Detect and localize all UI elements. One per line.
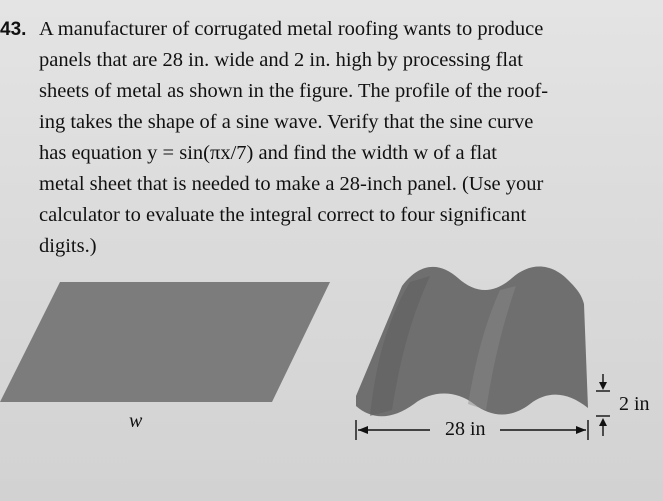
panel-width-label: 28 in [445, 418, 486, 440]
problem-line-5: has equation y = sin(πx/7) and find the width w of a flat [39, 142, 498, 164]
problem-line-1: A manufacturer of corrugated metal roofing wants to produce [39, 18, 544, 40]
problem-line-8: digits.) [39, 235, 97, 257]
problem-line-6: metal sheet that is needed to make a 28-inch panel. (Use your [39, 173, 544, 195]
flat-sheet [0, 282, 330, 402]
problem-line-7: calculator to evaluate the integral correct to four significant [39, 204, 527, 226]
problem-line-3: sheets of metal as shown in the figure. The profile of the roof- [39, 80, 549, 102]
flat-width-label: w [129, 410, 143, 432]
problem-line-2: panels that are 28 in. wide and 2 in. high by processing flat [39, 49, 523, 71]
problem-number: 43. [0, 19, 27, 40]
panel-height-label: 2 in [619, 393, 650, 415]
problem-line-4: ing takes the shape of a sine wave. Verify that the sine curve [39, 111, 534, 133]
height-dimension [596, 374, 610, 436]
